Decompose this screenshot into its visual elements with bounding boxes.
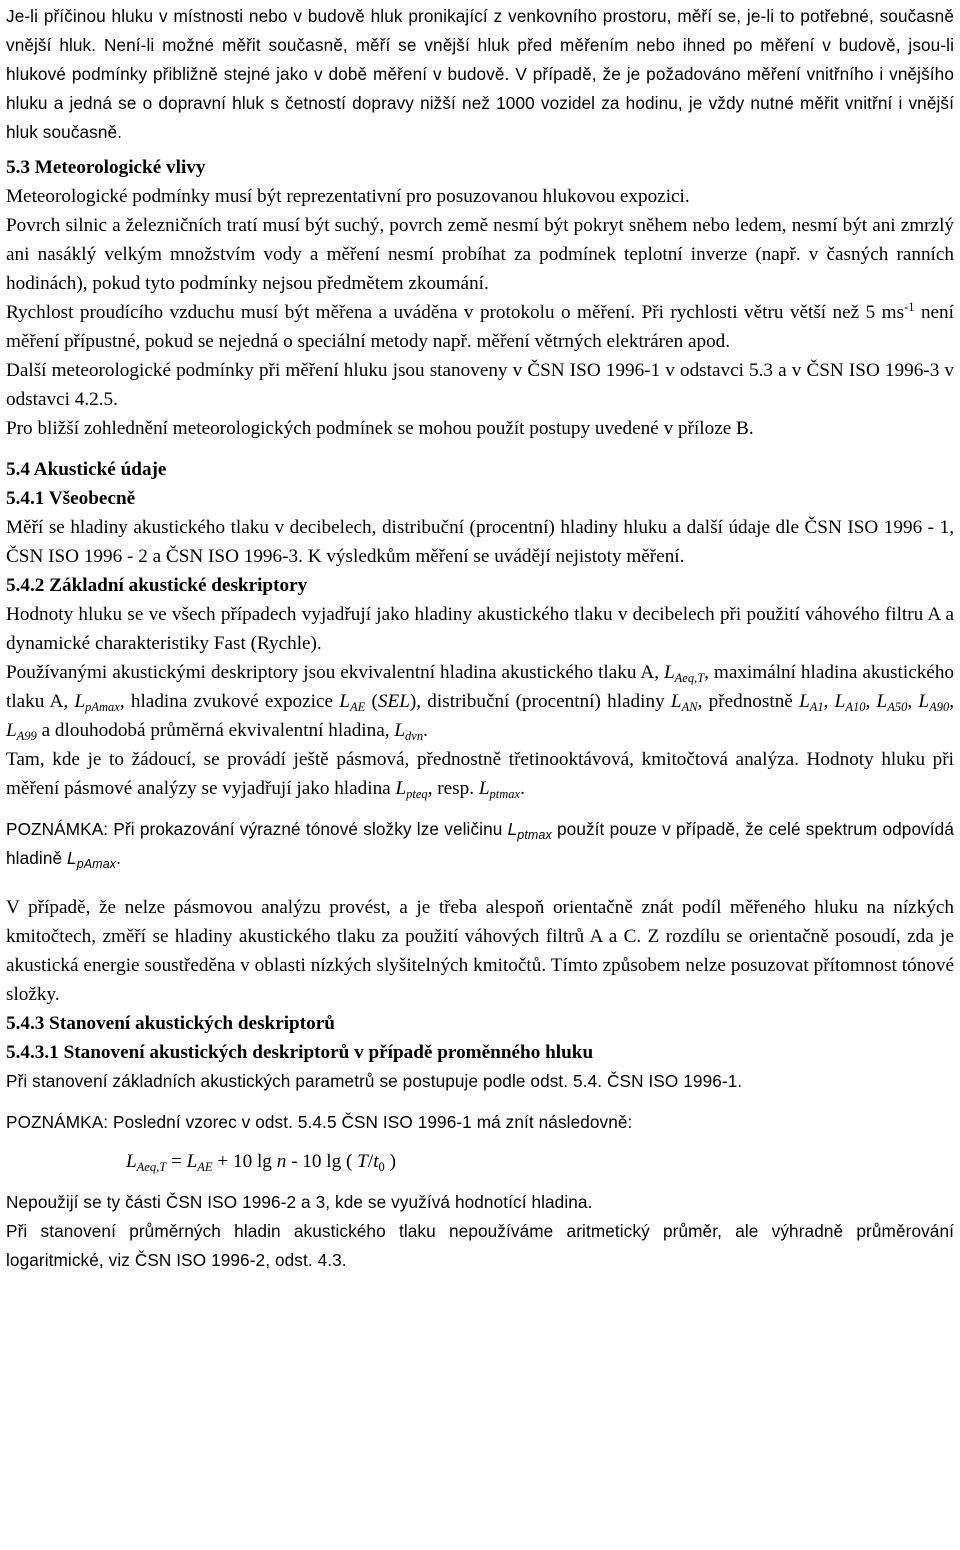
symbol-sel: SEL xyxy=(377,691,410,712)
intro-text-a: Je-li příčinou hluku v místnosti nebo v budově hluk pronikající z venkovního prostoru, měří se, je-li to potřebné, současně vnější hluk. xyxy=(6,6,954,55)
symbol-l: L xyxy=(67,848,77,868)
symbol-t-upper: T xyxy=(357,1151,368,1172)
heading-5-4-3-1: 5.4.3.1 Stanovení akustických deskriptorů v případě proměnného hluku xyxy=(6,1042,594,1063)
symbol-t-lower: t xyxy=(373,1151,379,1172)
formula-equals: = xyxy=(166,1151,187,1172)
heading-5-4-2: 5.4.2 Základní akustické deskriptory xyxy=(6,575,308,596)
meteo-paragraph-2: Povrch silnic a železničních tratí musí být suchý, povrch země nesmí být pokryt sněhem nebo ledem, nesmí být ani zmrzlý ani nasáklý velkým množstvím vody a měření nesmí probíhat za podmínek teplotní inverze (např. v časných ranních hodinách), pokud tyto podmínky nejsou předmětem zkoumání. xyxy=(6,215,954,294)
sub-a99: A99 xyxy=(16,729,37,743)
desc-text: , přednostně xyxy=(697,691,800,712)
symbol-l: L xyxy=(507,819,518,839)
formula-close: ) xyxy=(384,1151,396,1172)
formula-minus: - 10 lg ( xyxy=(286,1151,358,1172)
desc-text: , hladina zvukové expozice xyxy=(119,691,340,712)
closing-paragraph-2: Při stanovení průměrných hladin akustického tlaku nepoužíváme aritmetický průměr, ale výhradně průměrování logaritmické, viz ČSN ISO 1996-2, odst. 4.3. xyxy=(6,1221,954,1270)
band-text: . xyxy=(520,778,525,799)
note-formula: POZNÁMKA: Poslední vzorec v odst. 5.4.5 ČSN ISO 1996-1 má znít následovně: xyxy=(6,1112,633,1132)
desc-text: ( xyxy=(365,691,378,712)
intro-text-c: V případě, že je požadováno měření vnitřního i vnějšího hluku a jedná se o dopravní hluk s četností dopravy nižší než 1000 vozidel za hodinu, je vždy nutné měřit vnitřní i vnější hluk současně. xyxy=(6,64,954,142)
meteo-p3-exponent: -1 xyxy=(904,300,915,314)
symbol-l: L xyxy=(918,691,930,712)
intro-paragraph xyxy=(6,2,954,147)
comma: , xyxy=(865,691,877,712)
symbol-l: L xyxy=(395,778,407,799)
sub-a10: A10 xyxy=(845,700,866,714)
comma: , xyxy=(949,691,954,712)
symbol-l: L xyxy=(663,662,675,683)
sub-aeqt: Aeq,T xyxy=(136,1160,167,1174)
desc-text: ), distribuční (procentní) hladiny xyxy=(409,691,671,712)
desc-text: a dlouhodobá průměrná ekvivalentní hladina, xyxy=(36,720,395,741)
closing-paragraph-1: Nepoužijí se ty části ČSN ISO 1996-2 a 3, kde se využívá hodnotící hladina. xyxy=(6,1192,593,1212)
sub-a90: A90 xyxy=(929,700,950,714)
symbol-l: L xyxy=(478,778,490,799)
note-text: . xyxy=(116,848,121,868)
note-text: POZNÁMKA: Při prokazování výrazné tónové složky lze veličinu xyxy=(6,819,508,839)
general-paragraph: Měří se hladiny akustického tlaku v decibelech, distribuční (procentní) hladiny hluku a další údaje dle ČSN ISO 1996 - 1, ČSN ISO 1996 - 2 a ČSN ISO 1996-3. K výsledkům měření se uvádějí nejistoty měření. xyxy=(6,517,954,567)
sub-dvn: dvn xyxy=(405,729,424,743)
symbol-l: L xyxy=(186,1151,198,1172)
meteo-p3-text-a: Rychlost proudícího vzduchu musí být měřena a uváděna v protokolu o měření. Při rychlosti větru větší než 5 ms xyxy=(6,302,905,323)
symbol-l: L xyxy=(799,691,810,712)
heading-5-3: 5.3 Meteorologické vlivy xyxy=(6,157,206,178)
symbol-l: L xyxy=(834,691,846,712)
formula-slash: / xyxy=(367,1151,374,1172)
heading-5-4-1: 5.4.1 Všeobecně xyxy=(6,488,136,509)
desc-text: . xyxy=(423,720,428,741)
sub-pamax: pAmax xyxy=(85,700,120,714)
descriptors-paragraph-1: Hodnoty hluku se ve všech případech vyjadřují jako hladiny akustického tlaku v decibelech při použití váhového filtru A a dynamické charakteristiky Fast (Rychle). xyxy=(6,604,954,654)
descriptors-paragraph-2 xyxy=(6,658,954,745)
symbol-l: L xyxy=(670,691,682,712)
meteo-paragraph-5: Pro bližší zohlednění meteorologických podmínek se mohou použít postupy uvedené v příloze B. xyxy=(6,418,754,439)
sub-ptmax: ptmax xyxy=(489,787,521,801)
sub-aeqt: Aeq,T xyxy=(674,671,705,685)
symbol-l: L xyxy=(394,720,406,741)
sub-ptmax: ptmax xyxy=(517,828,552,842)
band-text: , resp. xyxy=(427,778,479,799)
note-tonal xyxy=(6,815,954,873)
formula-plus: + 10 lg xyxy=(212,1151,277,1172)
sub-0: 0 xyxy=(378,1160,385,1174)
descriptors-paragraph-3 xyxy=(6,745,954,803)
descriptors-paragraph-4: V případě, že nelze pásmovou analýzu provést, a je třeba alespoň orientačně znát podíl měřeného hluku na nízkých kmitočtech, změří se hladiny akustického tlaku za použití váhových filtrů A a C. Z rozdílu se orientačně posoudí, zda je akustická energie soustředěna v oblasti nízkých slyšitelných kmitočtů. Tímto způsobem nelze posuzovat přítomnost tónové složky. xyxy=(6,897,954,1005)
sub-pamax: pAmax xyxy=(76,857,117,871)
desc-text: Používanými akustickými deskriptory jsou ekvivalentní hladina akustického tlaku A, xyxy=(6,662,664,683)
band-text: Tam, kde je to žádoucí, se provádí ještě pásmová, přednostně třetinooktávová, kmitočtová analýza. Hodnoty hluku při měření pásmové analýzy se vyjadřují jako hladina xyxy=(6,749,954,799)
sub-ae: AE xyxy=(197,1160,213,1174)
intro-text-b: Není-li možné měřit současně, měří se vnější hluk před měřením nebo ihned po měření v budově, jsou-li hlukové podmínky přibližně stejné jako v době měření v budově. xyxy=(6,35,954,84)
sub-ae: AE xyxy=(349,700,366,714)
symbol-l: L xyxy=(126,1151,137,1172)
comma: , xyxy=(907,691,919,712)
symbol-n: n xyxy=(276,1151,287,1172)
symbol-l: L xyxy=(876,691,888,712)
note-text: použít pouze v případě, že celé spektrum odpovídá hladině xyxy=(6,819,954,868)
formula-laeqt xyxy=(126,1147,954,1176)
heading-5-4-3: 5.4.3 Stanovení akustických deskriptorů xyxy=(6,1013,335,1034)
symbol-l: L xyxy=(339,691,350,712)
symbol-l: L xyxy=(74,691,86,712)
symbol-l: L xyxy=(6,720,17,741)
sub-a1: A1 xyxy=(809,700,824,714)
sub-a50: A50 xyxy=(887,700,908,714)
meteo-p3-text-b: není měření přípustné, pokud se nejedná o speciální metody např. měření větrných elektráren apod. xyxy=(6,302,954,352)
meteo-paragraph-1: Meteorologické podmínky musí být reprezentativní pro posuzovanou hlukovou expozici. xyxy=(6,186,690,207)
sub-an: AN xyxy=(681,700,698,714)
meteo-paragraph-3 xyxy=(6,298,954,356)
sub-pteq: pteq xyxy=(406,787,428,801)
determination-paragraph: Při stanovení základních akustických parametrů se postupuje podle odst. 5.4. ČSN ISO 1996-1. xyxy=(6,1071,743,1091)
heading-5-4: 5.4 Akustické údaje xyxy=(6,459,167,480)
meteo-paragraph-4: Další meteorologické podmínky při měření hluku jsou stanoveny v ČSN ISO 1996-1 v odstavci 5.3 a v ČSN ISO 1996-3 v odstavci 4.2.5. xyxy=(6,360,954,410)
comma: , xyxy=(823,691,835,712)
desc-text: , maximální hladina akustického tlaku A, xyxy=(6,662,955,712)
